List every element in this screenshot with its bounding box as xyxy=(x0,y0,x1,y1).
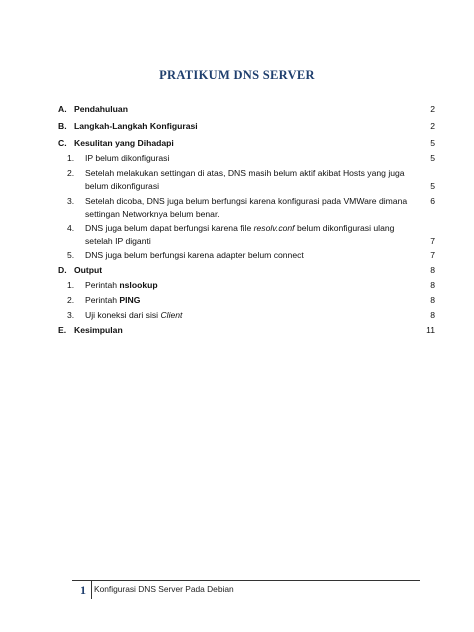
toc-entry-b[interactable] xyxy=(58,120,435,133)
toc-text-filename: resolv.conf xyxy=(253,223,295,233)
toc-text-command: nslookup xyxy=(119,280,158,290)
toc-text: Langkah-Langkah Konfigurasi xyxy=(74,121,198,131)
toc-label: 3. xyxy=(67,310,75,320)
toc-entry-c5[interactable] xyxy=(58,249,435,262)
toc-page: 6 xyxy=(430,196,435,206)
toc-entry-d[interactable] xyxy=(58,264,435,277)
toc-label: 1. xyxy=(67,280,75,290)
toc-text-command: PING xyxy=(119,295,141,305)
toc-text: Setelah melakukan settingan di atas, DNS masih belum aktif akibat Hosts yang juga belum dikonfigurasi xyxy=(85,168,405,191)
toc-entry-c2[interactable] xyxy=(58,167,435,192)
toc-text-pre: DNS juga belum dapat berfungsi karena file xyxy=(85,223,254,233)
toc-text-client: Client xyxy=(160,310,183,320)
toc-text xyxy=(85,309,435,322)
toc-label: A. xyxy=(58,104,67,114)
toc-text-pre: Uji koneksi dari sisi xyxy=(85,310,161,320)
toc-page: 11 xyxy=(426,325,435,335)
toc-page: 8 xyxy=(430,280,435,290)
toc-text: Kesulitan yang Dihadapi xyxy=(74,138,174,148)
toc-label: B. xyxy=(58,121,67,131)
toc-text xyxy=(85,294,435,307)
footer-text: Konfigurasi DNS Server Pada Debian xyxy=(94,584,234,594)
toc-text-post: belum dikonfigurasi ulang setelah IP diganti xyxy=(85,223,395,246)
toc-page: 8 xyxy=(430,310,435,320)
toc-text: Kesimpulan xyxy=(74,325,123,335)
toc-text-pre: Perintah xyxy=(85,295,120,305)
toc-text: DNS juga belum berfungsi karena adapter belum connect xyxy=(85,250,304,260)
toc-text-pre: Perintah xyxy=(85,280,120,290)
toc-page: 2 xyxy=(430,121,435,131)
document-title: PRATIKUM DNS SERVER xyxy=(159,68,315,82)
footer-divider xyxy=(91,581,92,599)
toc-label: C. xyxy=(58,138,67,148)
toc-label: 2. xyxy=(67,295,75,305)
toc-page: 8 xyxy=(430,295,435,305)
toc-entry-d3[interactable] xyxy=(58,309,435,322)
toc-page: 7 xyxy=(430,235,435,246)
toc-text: Setelah dicoba, DNS juga belum berfungsi karena konfigurasi pada VMWare dimana settingan Networknya belum benar. xyxy=(85,196,408,219)
toc-entry-d2[interactable] xyxy=(58,294,435,307)
toc-entry-c3[interactable] xyxy=(58,195,435,220)
toc-page: 2 xyxy=(430,104,435,114)
toc-label: 1. xyxy=(67,153,75,163)
toc-label: 5. xyxy=(67,250,75,260)
toc-text xyxy=(85,222,435,247)
toc-page: 7 xyxy=(430,250,435,260)
toc-page: 5 xyxy=(430,153,435,163)
toc-label: 4. xyxy=(67,223,75,233)
toc-label: 2. xyxy=(67,168,75,178)
page-footer xyxy=(72,580,420,599)
toc-text: IP belum dikonfigurasi xyxy=(85,153,170,163)
toc-entry-e[interactable] xyxy=(58,324,435,337)
toc-entry-c[interactable] xyxy=(58,137,435,150)
toc-entry-a[interactable] xyxy=(58,103,435,116)
toc-text: Pendahuluan xyxy=(74,104,128,114)
toc-text xyxy=(85,279,435,292)
toc-label: 3. xyxy=(67,196,75,206)
toc-page: 5 xyxy=(430,138,435,148)
toc-entry-c1[interactable] xyxy=(58,152,435,165)
toc-entry-c4[interactable] xyxy=(58,222,435,247)
toc-text: Output xyxy=(74,265,103,275)
toc-page: 8 xyxy=(430,265,435,275)
toc-label: D. xyxy=(58,265,67,275)
toc-page: 5 xyxy=(430,180,435,191)
page-number: 1 xyxy=(80,583,86,597)
toc-entry-d1[interactable] xyxy=(58,279,435,292)
toc-label: E. xyxy=(58,325,67,335)
